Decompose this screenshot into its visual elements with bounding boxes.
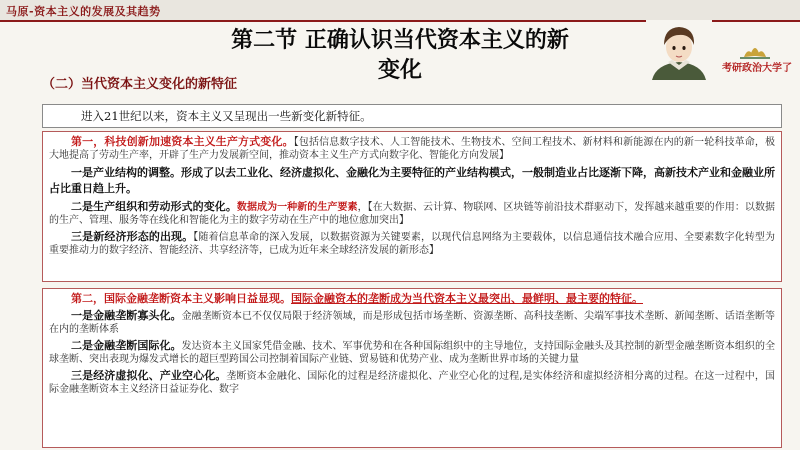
intro-text: 进入21世纪以来，资本主义又呈现出一些新变化新特征。 (81, 109, 372, 123)
avatar (646, 20, 712, 80)
sub-heading: （二）当代资本主义变化的新特征 (42, 77, 238, 92)
intro-box (42, 104, 782, 128)
internationalization-title: 二是金融垄断国际化。 (71, 339, 182, 352)
point-one-paragraph (49, 135, 775, 162)
industry-structure-text: 形成了以去工业化、经济虚拟化、金融化为主要特征的产业结构模式，一般制造业占比逐渐下降，高新技术产业和金融业所占比重日趋上升。 (49, 166, 775, 195)
point-two-highlight: 国际金融资本的垄断成为当代资本主义最突出、最鲜明、最主要的特征。 (291, 292, 643, 305)
virtualization-text: 垄断资本金融化、国际化的过程是经济虚拟化、产业空心化的过程,是实体经济和虚拟经济相分离的过程。在这一过程中，国际金融垄断资本主义经济日益证券化、数字 (49, 371, 775, 395)
point-two-title: 第二，国际金融垄断资本主义影响日益显现。 (71, 292, 291, 305)
lotus-logo-icon (710, 36, 800, 60)
internationalization-text: 发达资本主义国家凭借金融、技术、军事优势和在各种国际组织中的主导地位，支持国际金融头及其控制的新型金融垄断资本组织的全球垄断、突出表现为爆发式增长的超巨型跨国公司控制着国际产业链、贸易链和优势产业、成为垄断世界市场的关键力量 (49, 341, 776, 365)
labor-form-paragraph (49, 200, 775, 227)
new-economy-detail: 【随着信息革命的深入发展，以数据资源为关键要素，以现代信息网络为主要载体，以信息通信技术融合应用、全要素数字化转型为重要推动力的数字经济、智能经济、共享经济等，已成为近年来全球经济发展的新形态】 (49, 232, 776, 256)
oligarchy-paragraph (49, 309, 775, 336)
point-one-title: 第一，科技创新加速资本主义生产方式变化。 (71, 135, 294, 148)
section-title-line1: 第二节 正确认识当代资本主义的新 (231, 28, 569, 53)
labor-form-title: 二是生产组织和劳动形式的变化。 (71, 200, 237, 213)
virtualization-paragraph (49, 369, 775, 396)
point-two-box (42, 288, 782, 448)
virtualization-title: 三是经济虚拟化、产业空心化。 (71, 369, 227, 382)
brand-logo (710, 36, 800, 76)
new-economy-paragraph (49, 230, 775, 257)
industry-structure-title: 一是产业结构的调整。 (71, 166, 181, 179)
brand-text: 考研政治大学了 (722, 63, 792, 74)
section-title-line2: 变化 (377, 58, 422, 83)
point-one-detail: 【包括信息数字技术、人工智能技术、生物技术、空间工程技术、新材料和新能源在内的新一轮科技革命，极大地提高了劳动生产率，开辟了生产力发展新空间，推动资本主义生产方式向数字化、智能化方向发展】 (49, 137, 776, 161)
section-title (180, 26, 620, 86)
top-bar (0, 0, 800, 20)
industry-structure-paragraph (49, 165, 775, 197)
avatar-illustration-icon (646, 20, 712, 80)
oligarchy-text: 金融垄断资本已不仅仅局限于经济领域，而是形成包括市场垄断、资源垄断、高科技垄断、尖端军事技术垄断、新闻垄断、话语垄断等在内的垄断体系 (49, 311, 776, 335)
oligarchy-title: 一是金融垄断寡头化。 (71, 309, 182, 322)
labor-form-detail: ，【在大数据、云计算、物联网、区块链等前沿技术群驱动下，发挥越来越重要的作用：以数据的生产、管理、服务等在线化和智能化为主的数字劳动在生产中的地位愈加突出】 (49, 202, 776, 226)
data-factor-highlight: 数据成为一种新的生产要素 (236, 202, 358, 213)
course-tag: 马原-资本主义的发展及其趋势 (6, 5, 161, 18)
point-two-paragraph (49, 292, 775, 306)
point-one-box (42, 131, 782, 282)
new-economy-title: 三是新经济形态的出现。 (71, 230, 194, 243)
internationalization-paragraph (49, 339, 775, 366)
